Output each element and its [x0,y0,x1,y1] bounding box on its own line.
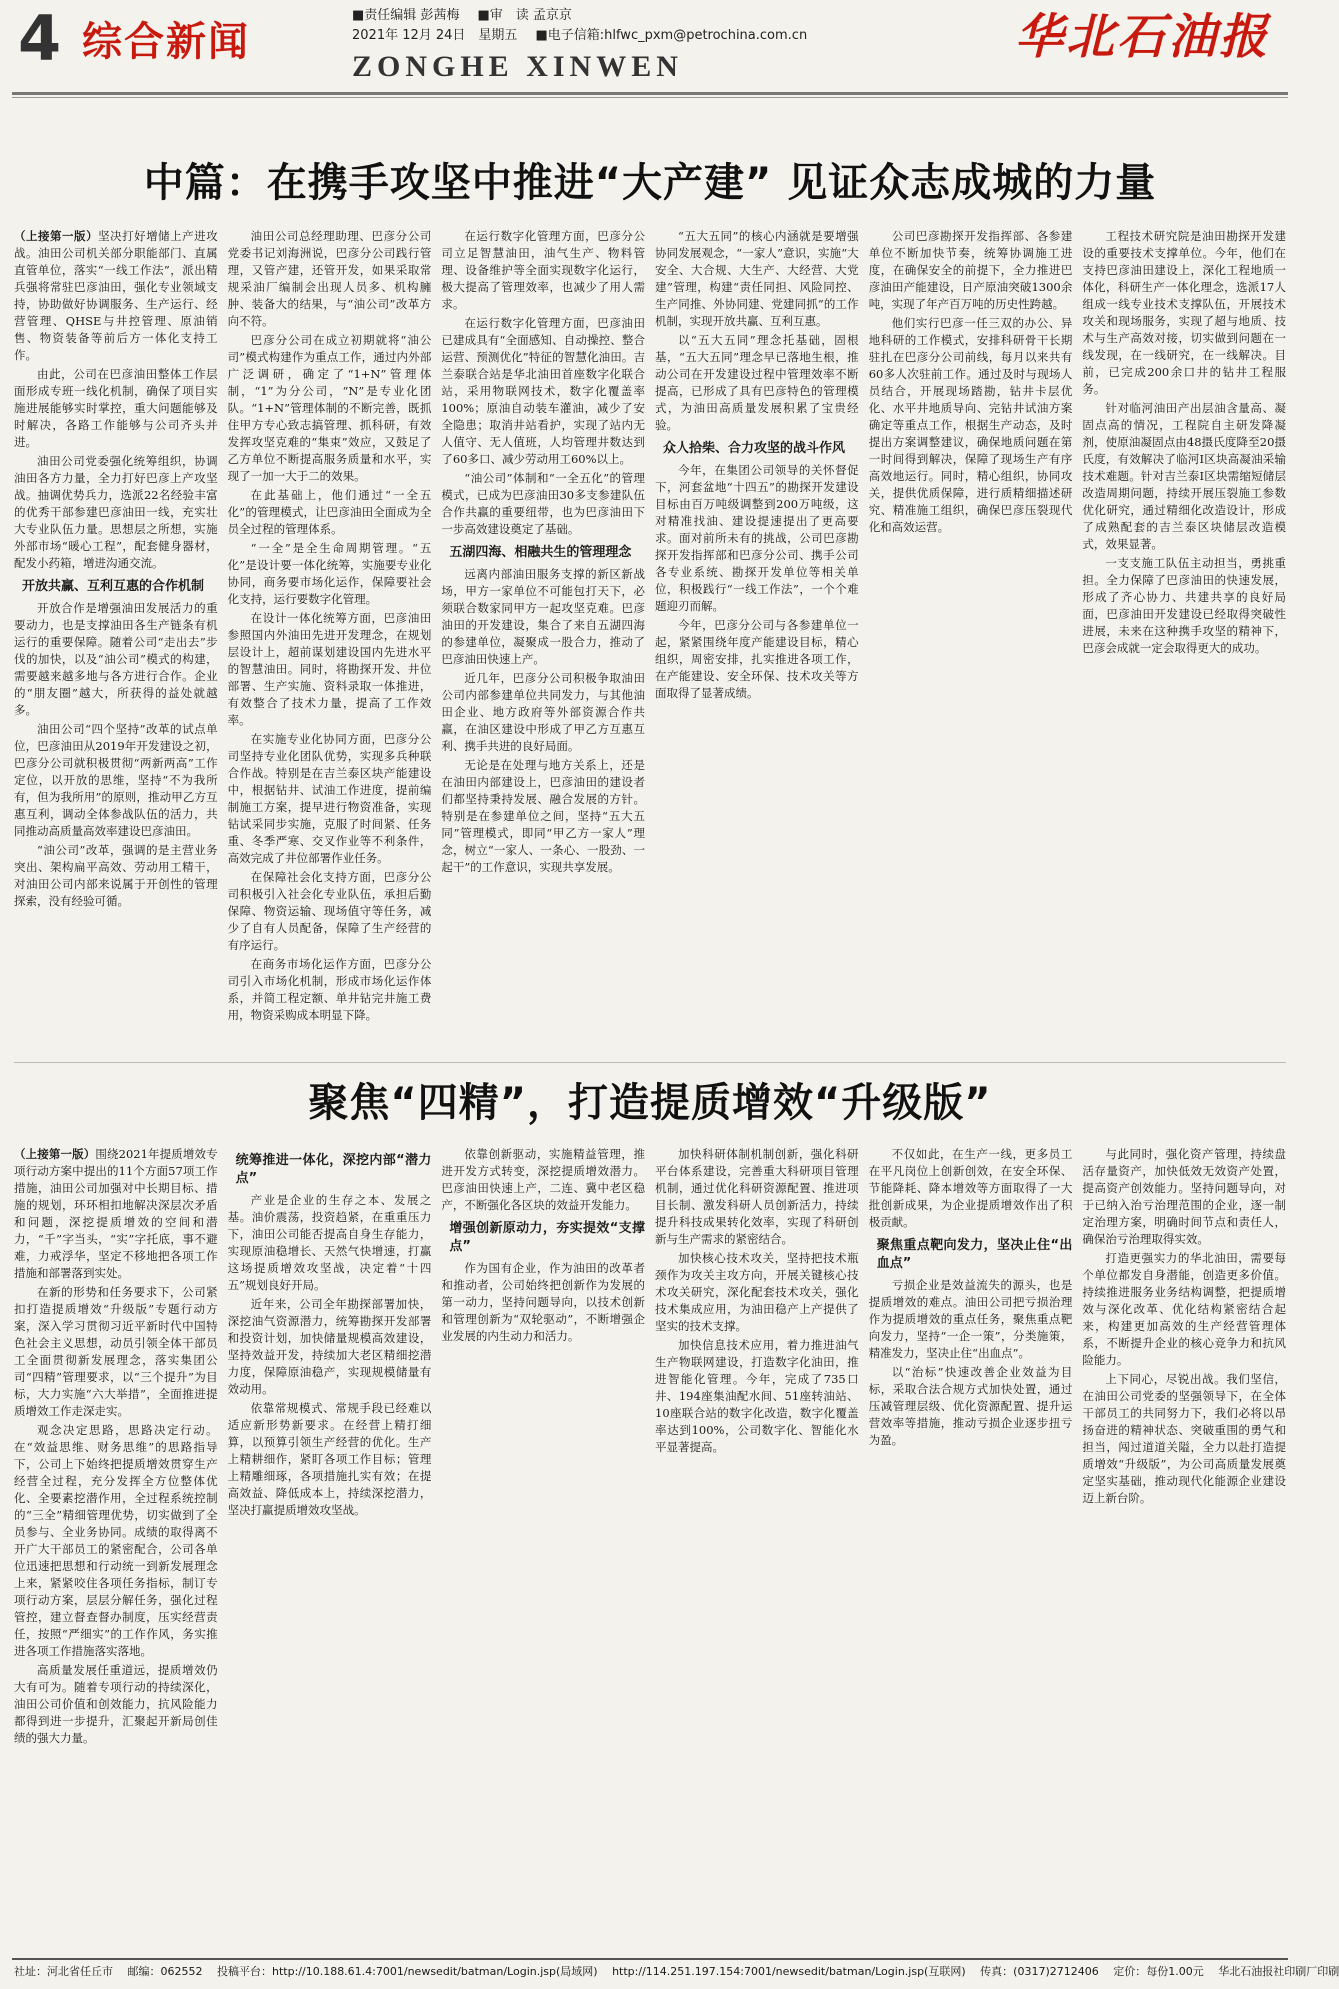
article1-column-2 [228,228,432,1048]
article2-subhead: 增强创新原动力，夯实提效“支撑点” [449,1221,646,1254]
article2-paragraph: 在新的形势和任务要求下，公司紧扣打造提质增效“升级版”专题行动方案，深入学习贯彻习近平新时代中国特色社会主义思想，动员引领全体干部员工全面贯彻新发展理念，落实集团公司“四精”管理要求，以“三个提升”为目标，大力实施“六大举措”，全面推进提质增效工作走深走实。 [14,1285,218,1418]
article2-paragraph: 加快科研体制机制创新，强化科研平台体系建设，完善重大科研项目管理机制，通过优化科研资源配置、推进项目长制、激发科研人员创新活力，持续提升科技成果转化效率，实现了科研创新与生产需求的紧密结合。 [655,1147,859,1246]
article2-paragraph: 不仅如此，在生产一线，更多员工在平凡岗位上创新创效，在安全环保、节能降耗、降本增效等方面取得了一大批创新成果，为企业提质增效作出了积极贡献。 [868,1147,1073,1229]
article1-headline: 中篇：在携手攻坚中推进“大产建” 见证众志成城的力量 [143,160,1157,206]
footer-price: 定价：每份1.00元 [1113,1965,1204,1978]
article2-headline: 聚焦“四精”，打造提质增效“升级版” [308,1080,992,1126]
article1-lead-paragraph [14,228,218,364]
article2-paragraph: 加快核心技术攻关，坚持把技术瓶颈作为攻关主攻方向，开展关键核心技术攻关研究，深化配套技术攻关，强化技术集成应用，为油田稳产上产提供了坚实的技术支撑。 [655,1251,859,1333]
article1-paragraph: 在设计一体化统筹方面，巴彦油田参照国内外油田先进开发理念，在规划层设计上，超前谋划建设国内先进水平的智慧油田。同时，将勘探开发、井位部署、生产实施、资料录取一体推进，有效整合了技术力量，提高了工作效率。 [227,611,432,727]
article1-paragraph: 在商务市场化运作方面，巴彦分公司引入市场化机制，形成市场化运作体系，并简工程定额、单井钻完井施工费用，物资采购成本明显下降。 [227,957,432,1022]
article2-column-6 [1082,1146,1286,1951]
reviewer-name: 孟京京 [532,8,572,23]
section-pinyin: ZONGHE XINWEN [352,50,683,83]
article1-paragraph: 针对临河油田产出层油含量高、凝固点高的情况，工程院自主研发降凝剂，使原油凝固点由48摄氏度降至20摄氏度，有效解决了临河I区块高凝油采输技术难题。针对吉兰泰I区块需缩短储层改造周期问题，持续开展压裂施工参数优化研究，通过精细化改造设计，形成了成熟配套的吉兰泰区块储层改造模式，效果显著。 [1082,401,1287,551]
page-meta [352,6,812,46]
article1-paragraph: 远离内部油田服务支撑的新区新战场，甲方一家单位不可能包打天下，必须联合数家同甲方一起攻坚克难。巴彦油田的开发建设，集合了来自五湖四海的参建单位，凝聚成一股合力，推动了巴彦油田快速上产。 [441,567,646,666]
article1-paragraph: 近几年，巴彦分公司积极争取油田公司内部参建单位共同发力，与其他油田企业、地方政府等外部资源合作共赢，在油区建设中形成了甲乙方互惠互利、携手共进的良好局面。 [441,671,646,753]
article1-body [14,228,1286,1048]
article2-paragraph: 以“治标”快速改善企业效益为目标，采取合法合规方式加快处置，通过压减管理层级、优化资源配置、提升运营效率等措施，推动亏损企业逐步扭亏为盈。 [868,1365,1073,1447]
article1-lead-text: 坚决打好增储上产进攻战。油田公司机关部分职能部门、直属直管单位，落实“一线工作法”，派出精兵强将常驻巴彦油田，强化专业领域支持，协助做好协调服务、生产运行、经营管理、QHSE与井控管理、原油销售、物资装备等前后方一体化支持工作。 [14,229,218,362]
article2-lead-paragraph [14,1146,218,1282]
article1-column-3 [441,228,645,1048]
article1-paragraph: 由此，公司在巴彦油田整体工作层面形成专班一线化机制，确保了项目实施进展能够实时掌控，重大问题能够及时解决，各路工作能够与公司齐头并进。 [14,367,218,449]
article1-column-1 [14,228,218,1048]
article1-paragraph: 在运行数字化管理方面，巴彦分公司立足智慧油田，油气生产、物料管理、设备维护等全面实现数字化运行，极大提高了管理效率，也减少了用人需求。 [441,229,646,311]
article2-subhead: 统筹推进一体化，深挖内部“潜力点” [235,1153,432,1186]
article1-paragraph: 开放合作是增强油田发展活力的重要动力，也是支撑油田各生产链条有机运行的重要保障。随着公司“走出去”步伐的加快，以及“油公司”模式的构建，需要越来越多地与各方进行合作。企业的“朋友圈”越大，所获得的益处就越多。 [14,601,218,717]
article2-lead-text: 围绕2021年提质增效专项行动方案中提出的11个方面57项工作措施，油田公司加强对中长期目标、措施的规划，环环相扣地解决深层次矛盾和问题，深挖提质增效的空间和潜力，“千”字当头，“实”字托底，事不避难，力戒浮华，坚定不移地把各项工作措施和部署落到实处。 [14,1147,218,1280]
page-number: 4 [18,2,62,75]
article2-column-4 [655,1146,859,1951]
article2-paragraph: 亏损企业是效益流失的源头，也是提质增效的难点。油田公司把亏损治理作为提质增效的重点任务，聚焦重点靶向发力，坚持“一企一策”，分类施策，精准发力，坚决止住“出血点”。 [868,1278,1073,1360]
footer-submission-link-internet[interactable]: http://114.251.197.154:7001/newsedit/batman/Login.jsp(互联网) [612,1965,966,1978]
article2-column-3 [441,1146,645,1951]
email-label: ■电子信箱: [535,28,605,43]
email-address: hlfwc_pxm@petrochina.com.cn [604,28,808,43]
footer-fax: 传真：(0317)2712406 [980,1965,1099,1978]
article2-paragraph: 加快信息技术应用，着力推进油气生产物联网建设，打造数字化油田，推进智能化管理。今年，完成了735口井、194座集油配水间、51座转油站、10座联合站的数字化改造，数字化覆盖率达到100%，公司数字化、智能化水平显著提高。 [655,1338,859,1454]
header-rule [12,92,1288,95]
article1-subhead: 众人拾柴、合力攻坚的战斗作风 [663,441,846,456]
article1-paragraph: 在保障社会化支持方面，巴彦分公司积极引入社会化专业队伍，承担后勤保障、物资运输、现场值守等任务，减少了自有人员配备，保障了生产经营的有序运行。 [227,870,432,952]
article2-paragraph: 与此同时，强化资产管理，持续盘活存量资产，加快低效无效资产处置，提高资产创效能力。坚持问题导向，对于已纳入治亏治理范围的企业，逐一制定治理方案，明确时间节点和责任人，确保治亏治理取得实效。 [1082,1147,1287,1246]
footer-rule [12,1958,1288,1960]
masthead-logo: 华北石油报 [1014,9,1270,65]
article1-paragraph: 在实施专业化协同方面，巴彦分公司坚持专业化团队优势，实现多兵种联合作战。特别是在吉兰泰区块产能建设中，根据钻井、试油工作进度，提前编制施工方案，提早进行物资准备，实现钻试采同步实施，克服了时间紧、任务重、冬季严寒、交叉作业等不利条件，高效完成了井位部署作业任务。 [227,732,432,865]
article1-paragraph: 油田公司“四个坚持”改革的试点单位，巴彦油田从2019年开发建设之初，巴彦分公司就积极贯彻“两新两高”工作定位，以开放的思维，坚持“不为我所有，但为我所用”的原则，推动甲乙方互惠互利，调动全体参战队伍的活力，共同推动高质量高效率建设巴彦油田。 [14,722,218,838]
article2-paragraph: 产业是企业的生存之本、发展之基。油价震荡，投资趋紧，在重重压力下，油田公司能否提高自身生存能力，实现原油稳增长、天然气快增速，打赢这场提质增效攻坚战，决定着“十四五”规划良好开局。 [227,1193,432,1292]
article1-paragraph: 在此基础上，他们通过“一全五化”的管理模式，让巴彦油田全面成为全员全过程的管理体系。 [227,488,432,536]
page-footer [14,1962,1339,1982]
article1-paragraph: “油公司”改革，强调的是主营业务突出、架构扁平高效、劳动用工精干，对油田公司内部来说属于开创性的管理探索，没有经验可循。 [14,843,218,908]
editor-name: 彭茜梅 [420,8,460,23]
article1-paragraph: 公司巴彦勘探开发指挥部、各参建单位不断加快节奏，统筹协调施工进度，在确保安全的前提下，全力推进巴彦油田产能建设，日产原油突破1300余吨，实现了年产百万吨的历史性跨越。 [868,229,1073,311]
article1-subhead: 开放共赢、互利互惠的合作机制 [22,579,205,594]
header-rule-thin [12,97,1288,98]
article1-paragraph: 无论是在处理与地方关系上，还是在油田内部建设上，巴彦油田的建设者们都坚持秉持发展、融合发展的方针。特别是在参建单位之间，坚持“五大五同”管理模式，即同“甲乙方一家人”理念，树立“一家人、一条心、一股劲、一起干”的工作意识，实现共享发展。 [441,758,646,874]
article2-paragraph: 依靠常规模式、常规手段已经难以适应新形势新要求。在经营上精打细算，以预算引领生产经营的优化。生产上精耕细作，紧盯各项工作目标；管理上精雕细琢，各项措施扎实有效；在提高效益、降低成本上，持续深挖潜力，坚决打赢提质增效攻坚战。 [227,1401,432,1517]
footer-printer: 华北石油报社印刷厂印刷 [1218,1965,1339,1978]
article1-paragraph: “油公司”体制和“一全五化”的管理模式，已成为巴彦油田30多支参建队伍合作共赢的重要纽带，也为巴彦油田下一步高效建设奠定了基础。 [441,471,646,536]
article2-subhead: 聚焦重点靶向发力，坚决止住“出血点” [876,1238,1073,1271]
article1-paragraph: “一全”是全生命周期管理。“五化”是设计要一体化统筹，实施要专业化协同，商务要市场化运作，保障要社会化支持，运行要数字化管理。 [227,541,432,606]
article1-paragraph: 在运行数字化管理方面，巴彦油田已建成具有“全面感知、自动操控、整合运营、预测优化”特征的智慧化油田。吉兰泰联合站是华北油田首座数字化联合站，采用物联网技术，数字化覆盖率100%；原油自动装车灌油，减少了安全隐患；取消井站看护，实现了站内无人值守、无人值班，人均管理井数达到了60多口、减少劳动用工60%以上。 [441,316,646,466]
article1-paragraph: “五大五同”的核心内涵就是要增强协同发展观念，“一家人”意识，实施“大安全、大合规、大生产、大经营、大党建”管理，构建“责任同担、风险同控、生产同推、外协同建、党建同抓”的工作机制，实现开放共赢、互利互惠。 [655,229,859,328]
article2-paragraph: 依靠创新驱动，实施精益管理，推进开发方式转变，深挖提质增效潜力。巴彦油田快速上产，二连、冀中老区稳产，不断强化各区块的效益开发能力。 [441,1147,646,1212]
article1-paragraph: 油田公司党委强化统筹组织，协调油田各方力量，全力打好巴彦上产攻坚战。抽调优势兵力，选派22名经验丰富的优秀干部参建巴彦油田一线，充实壮大专业队伍力量。思想层之所想，实施外部市场“暖心工程”，配套健身器材，配发小药箱，增进沟通交流。 [14,454,218,570]
article2-column-2 [228,1146,432,1951]
article1-subhead: 五湖四海、相融共生的管理理念 [449,545,632,560]
article1-paragraph: 巴彦分公司在成立初期就将“油公司”模式构建作为重点工作，通过内外部广泛调研，确定了“1+N”管理体制，“1”为分公司，“N”是专业化团队。“1+N”管理体制的不断完善，既抓住甲方专心致志搞管理、抓科研，有效发挥攻坚克难的“集束”效应，又鼓足了乙方单位不断提高服务质量和水平，实现了一加一大于二的效果。 [227,333,432,483]
section-title: 综合新闻 [82,19,250,65]
article1-paragraph: 一支支施工队伍主动担当，勇挑重担。全力保障了巴彦油田的快速发展，形成了齐心协力、共建共享的良好局面，巴彦油田开发建设已经取得突破性进展，未来在这种携手攻坚的精神下，巴彦会成就一定会取得更大的成功。 [1082,556,1287,655]
article1-column-5 [869,228,1073,1048]
article2-paragraph: 观念决定思路，思路决定行动。在“效益思维、财务思维”的思路指导下，公司上下始终把提质增效贯穿生产经营全过程，充分发挥全方位整体优化、全要素挖潜作用，全过程系统控制的“三全”精细管理优势，切实做到了全员参与、全业务协同。成绩的取得离不开广大干部员工的紧密配合，公司各单位迅速把思想和行动统一到新发展理念上来，紧紧咬住各项任务指标，制订专项行动方案，层层分解任务，强化过程管控，建立督查督办制度，压实经营责任，按照“严细实”的工作作风，务实推进各项工作措施落实落地。 [14,1423,218,1658]
reviewer-label: ■审 读 [477,8,529,23]
article2-body [14,1146,1286,1951]
article1-paragraph: 以“五大五同”理念托基础，固根基，“五大五同”理念早已落地生根，推动公司在开发建设过程中管理效率不断提高，已形成了具有巴彦特色的管理模式，为油田高质量发展积累了宝贵经验。 [655,333,859,432]
article-separator [14,1062,1286,1063]
article2-lead-tag: （上接第一版） [14,1147,96,1161]
article1-lead-tag: （上接第一版） [14,229,99,243]
article1-paragraph: 今年，巴彦分公司与各参建单位一起，紧紧围绕年度产能建设目标，精心组织，周密安排，扎实推进各项工作，在产能建设、安全环保、技术攻关等方面取得了显著成绩。 [655,618,859,700]
article1-column-6 [1082,228,1286,1048]
editor-label: ■责任编辑 [352,8,417,23]
footer-address: 社址：河北省任丘市 [14,1965,113,1978]
article1-paragraph: 油田公司总经理助理、巴彦分公司党委书记刘海洲说，巴彦分公司践行管理，又管产建，还管开发，如果采取常规采油厂编制会出现人员多、机构臃肿、装备大的结果，与“油公司”改革方向不符。 [227,229,432,328]
article2-paragraph: 近年来，公司全年勘探部署加快，深挖油气资源潜力，统筹勘探开发部署和投资计划，加快储量规模高效建设，坚持效益开发，持续加大老区精细挖潜力度，保障原油稳产，实现规模储量有效动用。 [227,1297,432,1396]
article1-column-4 [655,228,859,1048]
article2-column-1 [14,1146,218,1951]
article2-paragraph: 上下同心，尽锐出战。我们坚信，在油田公司党委的坚强领导下，在全体干部员工的共同努力下，我们必将以昂扬奋进的精神状态、突破重围的勇气和担当，闯过道道关隘，全力以赴打造提质增效“升级版”，为公司高质量发展奠定坚实基础，推动现代化能源企业建设迈上新台阶。 [1082,1372,1287,1505]
article2-paragraph: 作为国有企业，作为油田的改革者和推动者，公司始终把创新作为发展的第一动力，坚持问题导向，以技术创新和管理创新为“双轮驱动”，不断增强企业发展的内生动力和活力。 [441,1261,646,1343]
article1-paragraph: 今年，在集团公司领导的关怀督促下，河套盆地“十四五”的勘探开发建设目标由百万吨级调整到200万吨级，这对精准找油、建设提速提出了更高要求。面对前所未有的挑战，公司巴彦勘探开发指挥部和巴彦分公司、携手公司各专业系统、勘探开发单位等相关单位，积极践行“一线工作法”，一个个难题迎刃而解。 [655,463,859,613]
article2-paragraph: 打造更强实力的华北油田，需要每个单位都发自身潜能，创造更多价值。持续推进服务业务结构调整，把提质增效与深化改革、优化结构紧密结合起来，构建更加高效的生产经营管理体系，不断提升企业的核心竞争力和抗风险能力。 [1082,1251,1287,1367]
article2-column-5 [869,1146,1073,1951]
article2-paragraph: 高质量发展任重道远，提质增效仍大有可为。随着专项行动的持续深化，油田公司价值和创效能力，抗风险能力都得到进一步提升，汇聚起开新局创佳绩的强大力量。 [14,1663,218,1745]
issue-date: 2021年 12月 24日 星期五 [352,28,518,43]
footer-postcode: 邮编：062552 [127,1965,203,1978]
article1-paragraph: 他们实行巴彦一任三双的办公、异地科研的工作模式，安排科研骨干长期驻扎在巴彦分公司前线，每月以来共有60多人次驻前工作。通过及时与现场人员结合，开展现场踏勘，钻井卡层优化、水平井地质导向、完钻井试油方案确定等重点工作，根据生产动态，及时提出方案调整建议，确保地质问题在第一时间得到解决，保障了现场生产有序高效地运行。同时，精心组织，协同攻关，提供优质保障，进行质精细描述研究、精准施工组织，确保巴彦压裂现代化和高效运营。 [868,316,1073,534]
article1-paragraph: 工程技术研究院是油田勘探开发建设的重要技术支撑单位。今年，他们在支持巴彦油田建设上，深化工程地质一体化，科研生产一体化理念，选派17人组成一线专业技术支撑队伍，开展技术攻关和现场服务，实现了超与地质、技术与生产高效对接，切实做到问题在一线发现，在一线研究，在一线解决。目前，已完成200余口井的钻井工程服务。 [1082,229,1287,396]
footer-submission-link-lan[interactable]: 投稿平台：http://10.188.61.4:7001/newsedit/batman/Login.jsp(局域网) [217,1965,598,1978]
